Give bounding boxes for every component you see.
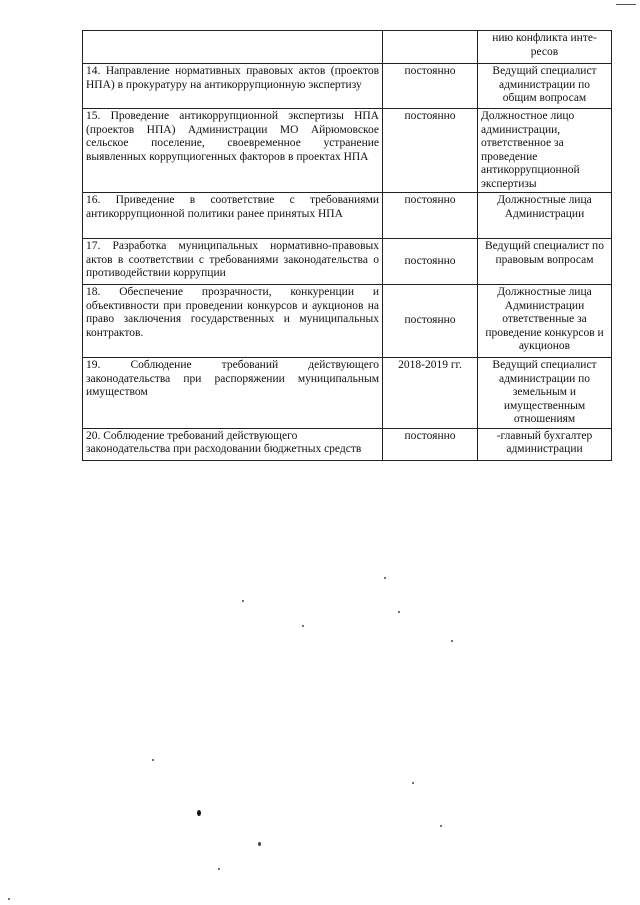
table-row — [83, 428, 612, 460]
scan-speck — [440, 825, 442, 827]
activity-cell: 17. Разработка муниципальных нормативно-правовых актов в соответствии с требованиями законодательства о противодействии коррупции — [83, 239, 383, 285]
scan-speck — [152, 759, 154, 761]
table-row — [83, 64, 612, 109]
table-row — [83, 193, 612, 239]
scan-speck — [398, 611, 400, 613]
scan-speck — [218, 868, 220, 870]
scan-speck — [197, 810, 201, 816]
responsible-cell: Ведущий специалист администрации по общим вопросам — [478, 64, 612, 109]
activity-cell: 20. Соблюдение требований действующего законодательства при расходовании бюджетных средств — [83, 428, 383, 460]
responsible-text: нию конфликта инте- ресов — [492, 32, 597, 58]
activity-cell — [83, 31, 383, 64]
scan-speck — [8, 898, 10, 900]
scan-corner-mark — [616, 4, 636, 5]
responsible-cell: Должностные лица Администрации — [478, 193, 612, 239]
scan-speck — [242, 600, 244, 602]
responsible-cell: Ведущий специалист по правовым вопросам — [478, 239, 612, 285]
term-cell — [383, 31, 478, 64]
term-cell: постоянно — [383, 109, 478, 193]
term-cell: постоянно — [383, 239, 478, 285]
term-cell: 2018-2019 гг. — [383, 358, 478, 429]
responsible-cell: Ведущий специалист администрации по земельным и имущественным отношениям — [478, 358, 612, 429]
table-row — [83, 239, 612, 285]
table-row — [83, 109, 612, 193]
activity-cell: 18. Обеспечение прозрачности, конкуренции и объективности при проведении конкурсов и аукционов на право заключения государственных и муниципальных контрактов. — [83, 285, 383, 358]
scan-speck — [412, 782, 414, 784]
scan-speck — [258, 842, 261, 846]
table-row — [83, 358, 612, 429]
table-row — [83, 285, 612, 358]
anticorruption-plan-table — [82, 30, 612, 461]
responsible-cell: Должностное лицо администрации, ответственное за проведение антикоррупционной экспертизы — [478, 109, 612, 193]
scan-speck — [451, 640, 453, 642]
term-cell: постоянно — [383, 193, 478, 239]
responsible-cell — [478, 31, 612, 64]
responsible-cell: Должностные лица Администрации ответственные за проведение конкурсов и аукционов — [478, 285, 612, 358]
activity-cell: 16. Приведение в соответствие с требованиями антикоррупционной политики ранее принятых НПА — [83, 193, 383, 239]
term-cell: постоянно — [383, 428, 478, 460]
table-row — [83, 31, 612, 64]
term-cell: постоянно — [383, 285, 478, 358]
activity-cell: 19. Соблюдение требований действующего законодательства при распоряжении муниципальным имуществом — [83, 358, 383, 429]
activity-cell: 15. Проведение антикоррупционной экспертизы НПА (проектов НПА) Администрации МО Айрюмовское сельское поселение, своевременное устранение выявленных коррупциогенных факторов в проектах НПА — [83, 109, 383, 193]
responsible-cell: -главный бухгалтер администрации — [478, 428, 612, 460]
activity-cell: 14. Направление нормативных правовых актов (проектов НПА) в прокуратуру на антикоррупционную экспертизу — [83, 64, 383, 109]
scan-speck — [384, 577, 386, 579]
scan-speck — [302, 625, 304, 627]
term-cell: постоянно — [383, 64, 478, 109]
